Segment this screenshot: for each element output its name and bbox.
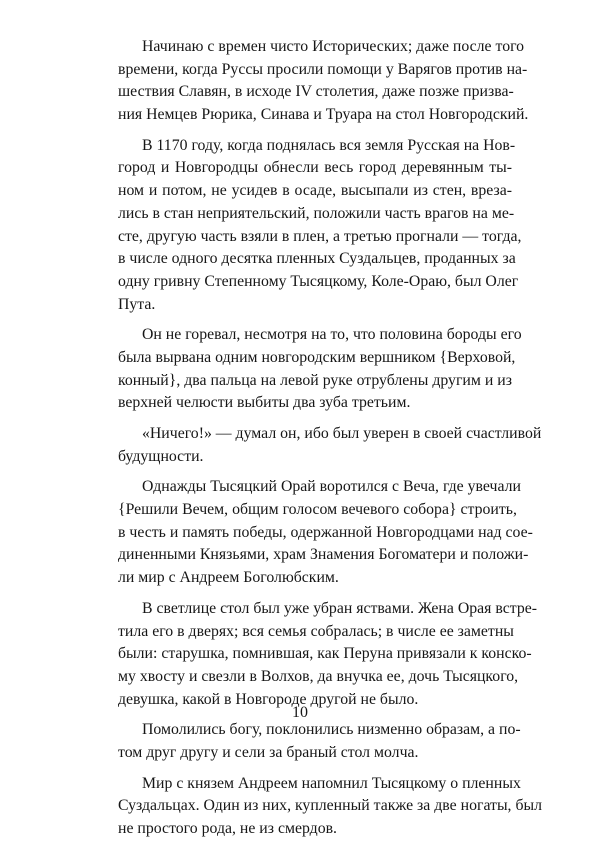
paragraph-5	[118, 476, 533, 589]
text-line: {Решили Вечем, общим голосом вечевого собора} строить,	[118, 501, 517, 519]
text-line: не простого рода, не из смердов.	[118, 820, 337, 837]
paragraph-6	[118, 598, 537, 711]
text-line: ном и потом, не усидев в осаде, высыпали из стен, вреза-	[118, 182, 512, 200]
text-line: ли мир с Андреем Боголюбским.	[118, 569, 339, 587]
text-line: Начинаю с времен чисто Исторических; даже после того	[142, 38, 525, 55]
text-line: в честь и память победы, одержанной Новгородцами над сое-	[118, 523, 533, 541]
page-number: 10	[292, 704, 308, 721]
text-line: сте, другую часть взяли в плен, а третью прогнали — тогда,	[118, 227, 522, 245]
text-line: была вырвана одним новгородским вершником {Верховой,	[118, 348, 516, 366]
paragraph-1	[118, 36, 529, 127]
text-line: одну гривну Степенному Тысяцкому, Коле-Ораю, был Олег	[118, 272, 519, 290]
text-line: времени, когда Руссы просили помощи у Варягов против на-	[118, 60, 528, 78]
text-line: В светлице стол был уже убран яствами. Жена Орая встре-	[142, 599, 537, 617]
text-line: Он не горевал, несмотря на то, что половина бороды его	[142, 326, 522, 344]
text-line: шествия Славян, в исходе IV столетия, даже позже призва-	[118, 83, 514, 101]
text-line: город и Новгородцы обнесли весь город деревянным ты-	[118, 159, 512, 177]
text-line: будущности.	[118, 447, 204, 465]
text-line: «Ничего!» — думал он, ибо был уверен в своей счастливой	[142, 425, 542, 442]
text-line: были: старушка, помнившая, как Перуна привязали к конско-	[118, 645, 532, 663]
text-line: Мир с князем Андреем напомнил Тысяцкому о пленных	[142, 774, 521, 792]
page-body	[118, 36, 542, 849]
text-line: ния Немцев Рюрика, Синава и Труара на стол Новгородский.	[118, 106, 529, 124]
text-line: в числе одного десятка пленных Суздальцев, проданных за	[118, 250, 516, 268]
text-line: девушка, какой в Новгороде другой не было.	[118, 690, 419, 708]
text-line: тила его в дверях; вся семья собралась; в числе ее заметны	[118, 622, 514, 640]
paragraph-2	[118, 135, 522, 317]
paragraph-7	[118, 719, 521, 764]
text-line: му хвосту и свезли в Волхов, да внучка ее, дочь Тысяцкого,	[118, 667, 519, 685]
text-line: диненными Князьями, храм Знамения Богоматери и положи-	[118, 546, 529, 564]
text-line: В 1170 году, когда поднялась вся земля Русская на Нов-	[142, 136, 516, 154]
text-line: верхней челюсти выбиты два зуба третьим.	[118, 394, 411, 412]
paragraph-3	[118, 324, 522, 415]
text-line: Суздальцах. Один из них, купленный также за две ногаты, был	[118, 797, 542, 815]
text-line: конный}, два пальца на левой руке отрублены другим и из	[118, 371, 512, 389]
text-line: лись в стан неприятельский, положили часть врагов на ме-	[118, 204, 515, 222]
text-line: Пута.	[118, 295, 156, 313]
text-line: Однажды Тысяцкий Орай воротился с Веча, где увечали	[142, 478, 521, 496]
text-line: Помолились богу, поклонились низменно образам, а по-	[142, 721, 521, 739]
paragraph-4	[118, 423, 542, 468]
paragraph-8	[118, 773, 542, 841]
text-line: том друг другу и сели за браный стол молча.	[118, 743, 419, 761]
